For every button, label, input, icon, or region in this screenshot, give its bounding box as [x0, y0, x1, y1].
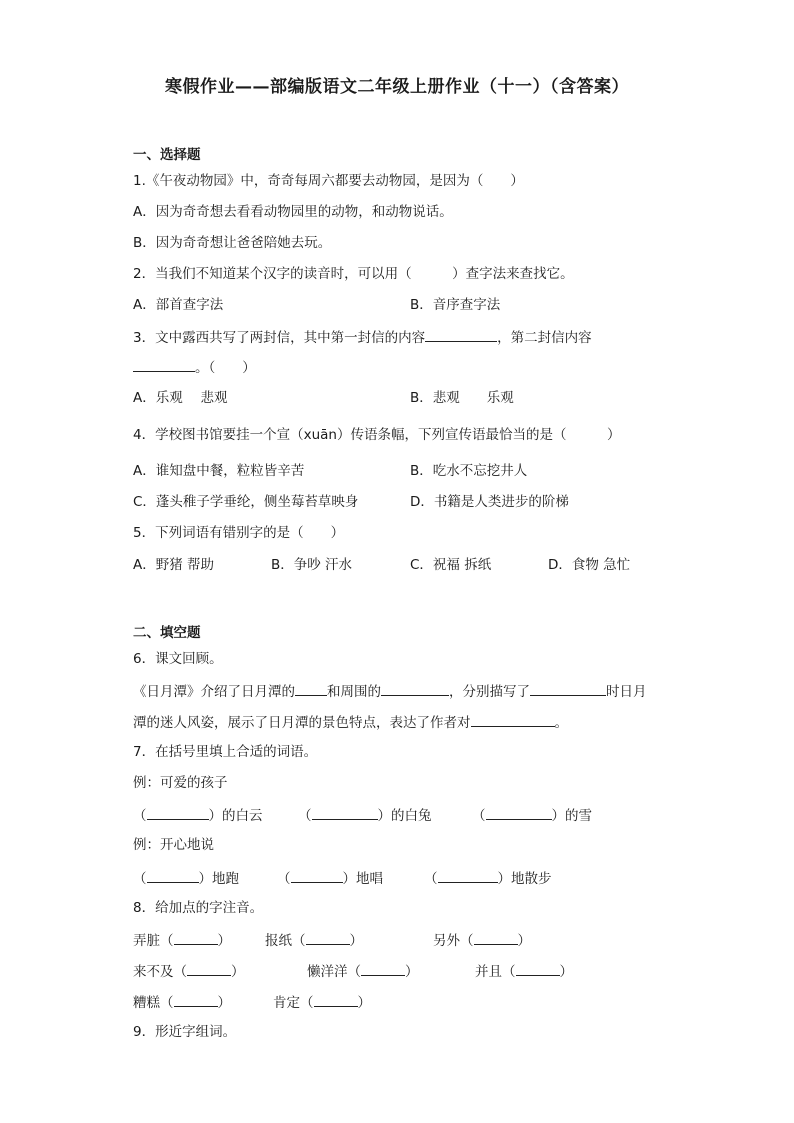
q3-blank-2 [133, 357, 195, 372]
q3-blank-1 [425, 327, 497, 342]
q6-line1 [133, 681, 647, 701]
q5-stem: 5．下列词语有错别字的是（ ） [133, 525, 345, 541]
q7-example-1: 例：可爱的孩子 [133, 775, 228, 791]
q7-blank-3: （ ）的雪 [472, 805, 592, 825]
q2-stem: 2．当我们不知道某个汉字的读音时，可以用（ ）查字法来查找它。 [133, 266, 574, 282]
q9-stem: 9．形近字组词。 [133, 1024, 237, 1040]
q4-stem: 4．学校图书馆要挂一个宣（xuān）传语条幅，下列宣传语最恰当的是（ ） [133, 427, 621, 443]
q5-option-c: C．祝福 拆纸 [410, 557, 492, 573]
q2-option-a: A．部首查字法 [133, 297, 224, 313]
q1-option-a: A．因为奇奇想去看看动物园里的动物，和动物说话。 [133, 204, 453, 220]
q1-stem: 1.《午夜动物园》中，奇奇每周六都要去动物园，是因为（ ） [133, 173, 524, 189]
q7-blank-4: （ ）地跑 [133, 868, 239, 888]
page-title: 寒假作业——部编版语文二年级上册作业（十一）（含答案） [165, 77, 629, 97]
q5-option-d: D．食物 急忙 [548, 557, 631, 573]
q8-item-6: 并且（ ） [475, 961, 573, 981]
q6-blank-4 [471, 712, 555, 727]
q6-part-1: 《日月潭》介绍了日月潭的 [133, 684, 295, 700]
q3-option-a: A．乐观 悲观 [133, 390, 228, 406]
q2-option-b: B．音序查字法 [410, 297, 501, 313]
q4-option-d: D．书籍是人类进步的阶梯 [410, 494, 569, 510]
q8-item-7: 糟糕（ ） [133, 992, 231, 1012]
q4-option-c: C．蓬头稚子学垂纶，侧坐莓苔草映身 [133, 494, 359, 510]
section-heading-choice: 一、选择题 [133, 147, 201, 163]
q7-blank-5: （ ）地唱 [277, 868, 383, 888]
q3-stem-pre: 3．文中露西共写了两封信，其中第一封信的内容 [133, 330, 426, 346]
q7-blank-1: （ ）的白云 [133, 805, 263, 825]
q8-item-1: 弄脏（ ） [133, 930, 231, 950]
q8-item-5: 懒洋洋（ ） [307, 961, 419, 981]
q7-stem: 7．在括号里填上合适的词语。 [133, 744, 318, 760]
q7-blank-6: （ ）地散步 [424, 868, 552, 888]
q6-part-4: 时日月 [606, 684, 647, 700]
section-heading-fill: 二、填空题 [133, 625, 201, 641]
q5-option-a: A．野猪 帮助 [133, 557, 215, 573]
q6-part-2: 和周围的 [327, 684, 381, 700]
q3-stem-line2 [133, 357, 256, 377]
q8-item-4: 来不及（ ） [133, 961, 245, 981]
q6-blank-3 [530, 681, 606, 696]
q7-example-2: 例：开心地说 [133, 837, 214, 853]
q7-blank-2: （ ）的白兔 [298, 805, 432, 825]
q8-item-8: 肯定（ ） [273, 992, 371, 1012]
q1-option-b: B．因为奇奇想让爸爸陪她去玩。 [133, 235, 332, 251]
q6-blank-1 [295, 681, 327, 696]
q6-line2 [133, 712, 568, 732]
q6-part-6: 。 [554, 715, 568, 731]
q4-option-a: A．谁知盘中餐，粒粒皆辛苦 [133, 463, 305, 479]
q6-part-3: ，分别描写了 [449, 684, 530, 700]
q6-blank-2 [381, 681, 449, 696]
q8-item-2: 报纸（ ） [265, 930, 363, 950]
q8-item-3: 另外（ ） [433, 930, 531, 950]
q3-stem-end: 。（ ） [195, 360, 256, 376]
q3-stem-line1 [133, 327, 592, 347]
q4-option-b: B．吃水不忘挖井人 [410, 463, 528, 479]
q6-part-5: 潭的迷人风姿，展示了日月潭的景色特点，表达了作者对 [133, 715, 471, 731]
q3-option-b: B．悲观 乐观 [410, 390, 514, 406]
q3-stem-mid: ，第二封信内容 [497, 330, 592, 346]
q6-stem: 6．课文回顾。 [133, 651, 223, 667]
q5-option-b: B．争吵 汗水 [271, 557, 353, 573]
q8-stem: 8．给加点的字注音。 [133, 900, 264, 916]
